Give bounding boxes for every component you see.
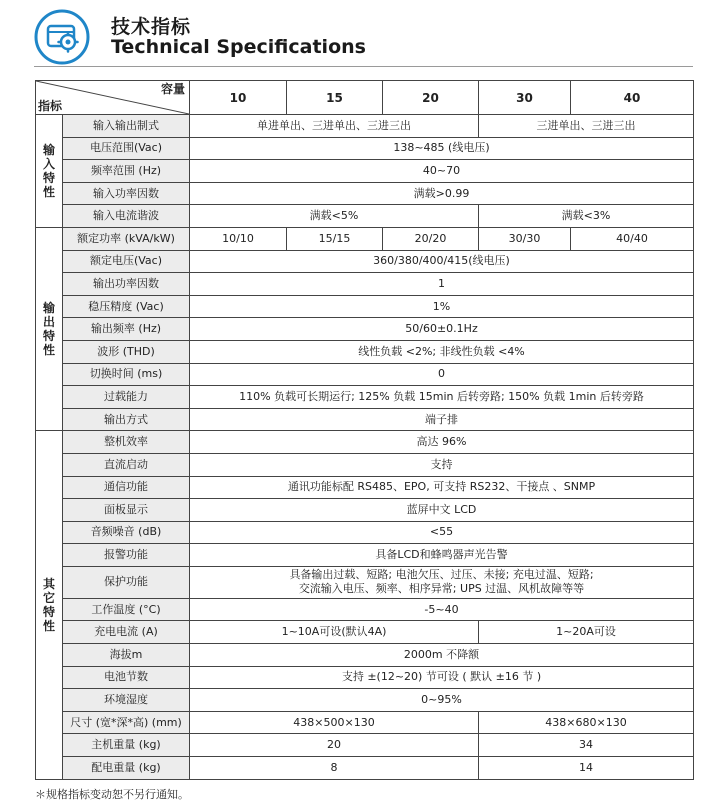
table-row [36, 621, 694, 644]
row-value: 满载<5% [190, 205, 479, 228]
row-value: 360/380/400/415(线电压) [190, 250, 694, 273]
row-label: 输出功率因数 [63, 273, 190, 296]
corner-cell [36, 81, 190, 115]
corner-indicator: 指标 [38, 99, 63, 113]
table-row [36, 476, 694, 499]
table-row [36, 431, 694, 454]
row-value: 蓝屏中文 LCD [190, 499, 694, 522]
row-value: 支持 ±(12~20) 节可设 ( 默认 ±16 节 ) [190, 666, 694, 689]
row-value: 单进单出、三进单出、三进三出 [190, 115, 479, 138]
table-row [36, 205, 694, 228]
row-value: 高达 96% [190, 431, 694, 454]
row-value: 1% [190, 295, 694, 318]
capacity-10: 10 [190, 81, 287, 115]
row-label: 额定功率 (kVA/kW) [63, 227, 190, 250]
row-value: 0~95% [190, 689, 694, 712]
row-label: 海拔m [63, 644, 190, 667]
table-row [36, 453, 694, 476]
capacity-40: 40 [571, 81, 694, 115]
row-value: -5~40 [190, 598, 694, 621]
row-value: 20 [190, 734, 479, 757]
page-header [34, 6, 694, 66]
footnote: ＊规格指标变动恕不另行通知。 [35, 788, 189, 801]
category-input: 输 入 特 性 [36, 115, 63, 228]
category-other: 其 它 特 性 [36, 431, 63, 779]
row-value: 8 [190, 757, 479, 780]
row-value: 1~20A可设 [479, 621, 694, 644]
row-label: 充电电流 (A) [63, 621, 190, 644]
row-value: 20/20 [383, 227, 479, 250]
table-row [36, 318, 694, 341]
row-value: 14 [479, 757, 694, 780]
row-label: 输出频率 (Hz) [63, 318, 190, 341]
protect-line-1: 具备输出过载、短路; 电池欠压、过压、未接; 充电过温、短路; [289, 568, 594, 582]
category-output: 输 出 特 性 [36, 227, 63, 430]
gear-card-icon [34, 9, 90, 65]
table-row [36, 408, 694, 431]
title-english: Technical Specifications [111, 36, 366, 58]
protect-line-2: 交流输入电压、频率、相序异常; UPS 过温、风机故障等等 [298, 582, 585, 596]
row-value: 满载>0.99 [190, 182, 694, 205]
row-value: 50/60±0.1Hz [190, 318, 694, 341]
row-value: 34 [479, 734, 694, 757]
row-label: 电池节数 [63, 666, 190, 689]
row-value: <55 [190, 521, 694, 544]
row-value: 1 [190, 273, 694, 296]
table-row [36, 757, 694, 780]
table-row [36, 499, 694, 522]
capacity-20: 20 [383, 81, 479, 115]
table-row [36, 666, 694, 689]
row-label: 输入输出制式 [63, 115, 190, 138]
table-row [36, 566, 694, 598]
row-label: 过载能力 [63, 386, 190, 409]
spec-table [35, 80, 694, 780]
row-label: 环境湿度 [63, 689, 190, 712]
row-label: 工作温度 (°C) [63, 598, 190, 621]
table-row [36, 734, 694, 757]
row-label: 面板显示 [63, 499, 190, 522]
row-label: 通信功能 [63, 476, 190, 499]
table-row [36, 250, 694, 273]
title-chinese: 技术指标 [111, 16, 192, 38]
table-row [36, 544, 694, 567]
row-value: 0 [190, 363, 694, 386]
table-row [36, 115, 694, 138]
row-value: 30/30 [479, 227, 571, 250]
corner-capacity: 容量 [160, 82, 185, 96]
table-row [36, 521, 694, 544]
row-value: 138~485 (线电压) [190, 137, 694, 160]
row-label: 直流启动 [63, 453, 190, 476]
header-divider [34, 66, 693, 67]
row-value: 1~10A可设(默认4A) [190, 621, 479, 644]
row-label: 主机重量 (kg) [63, 734, 190, 757]
header-row [36, 81, 694, 115]
table-row [36, 137, 694, 160]
row-value: 支持 [190, 453, 694, 476]
row-value: 线性负载 <2%; 非线性负载 <4% [190, 340, 694, 363]
row-label: 输出方式 [63, 408, 190, 431]
row-label: 配电重量 (kg) [63, 757, 190, 780]
table-row [36, 182, 694, 205]
row-value: 110% 负载可长期运行; 125% 负载 15min 后转旁路; 150% 负载 1min 后转旁路 [190, 386, 694, 409]
row-value: 15/15 [287, 227, 383, 250]
row-value: 40~70 [190, 160, 694, 183]
table-row [36, 598, 694, 621]
row-label: 频率范围 (Hz) [63, 160, 190, 183]
table-row [36, 689, 694, 712]
row-value: 满载<3% [479, 205, 694, 228]
table-row [36, 363, 694, 386]
table-row [36, 644, 694, 667]
table-row [36, 711, 694, 734]
capacity-15: 15 [287, 81, 383, 115]
row-label: 电压范围(Vac) [63, 137, 190, 160]
table-row [36, 340, 694, 363]
row-label: 音频噪音 (dB) [63, 521, 190, 544]
row-label: 输入功率因数 [63, 182, 190, 205]
capacity-30: 30 [479, 81, 571, 115]
table-row [36, 160, 694, 183]
table-row [36, 227, 694, 250]
row-label: 切换时间 (ms) [63, 363, 190, 386]
row-value: 40/40 [571, 227, 694, 250]
row-value [190, 566, 694, 598]
row-label: 报警功能 [63, 544, 190, 567]
row-label: 额定电压(Vac) [63, 250, 190, 273]
row-label: 尺寸 (宽*深*高) (mm) [63, 711, 190, 734]
row-label: 波形 (THD) [63, 340, 190, 363]
row-value: 438×500×130 [190, 711, 479, 734]
row-value: 10/10 [190, 227, 287, 250]
row-label: 稳压精度 (Vac) [63, 295, 190, 318]
row-value: 具备LCD和蜂鸣器声光告警 [190, 544, 694, 567]
row-value: 端子排 [190, 408, 694, 431]
row-value: 438×680×130 [479, 711, 694, 734]
row-value: 通讯功能标配 RS485、EPO, 可支持 RS232、干接点 、SNMP [190, 476, 694, 499]
row-value: 三进单出、三进三出 [479, 115, 694, 138]
table-row [36, 273, 694, 296]
table-row [36, 295, 694, 318]
row-value: 2000m 不降额 [190, 644, 694, 667]
table-row [36, 386, 694, 409]
row-label: 整机效率 [63, 431, 190, 454]
row-label: 保护功能 [63, 566, 190, 598]
row-label: 输入电流谐波 [63, 205, 190, 228]
